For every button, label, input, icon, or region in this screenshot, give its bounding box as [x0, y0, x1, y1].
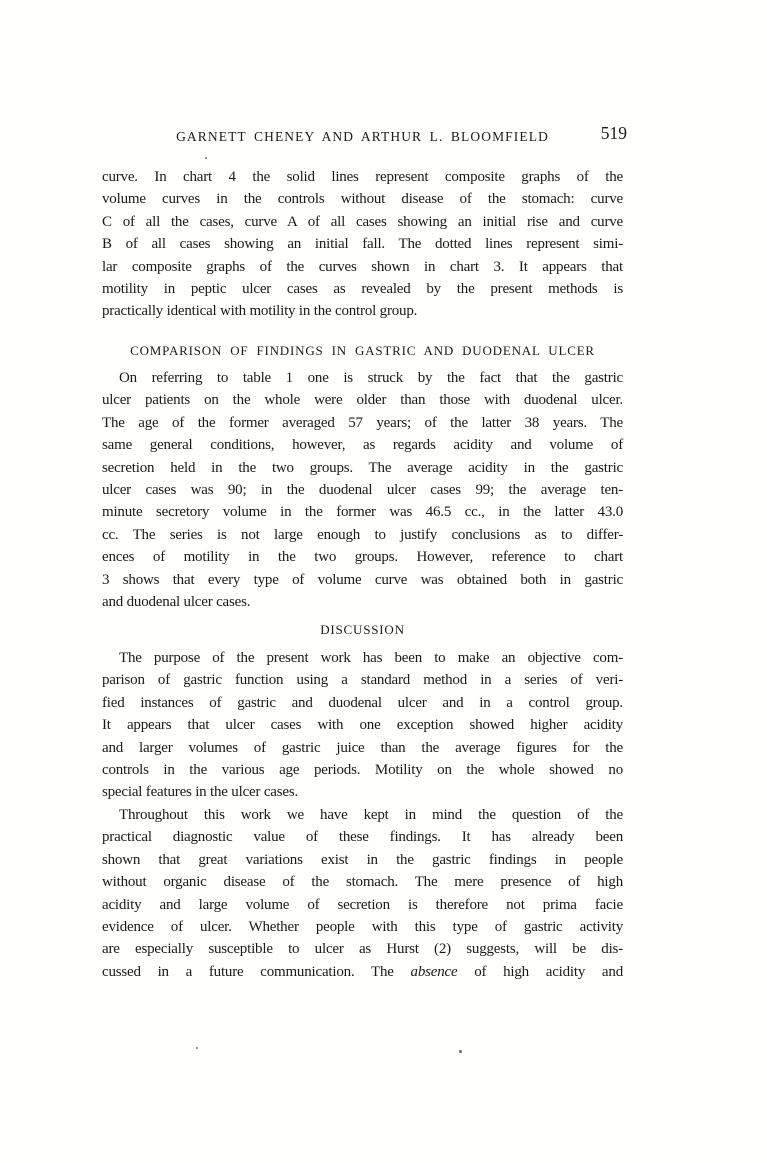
text-line: The age of the former averaged 57 years; of the latter 38 years. The: [102, 414, 623, 431]
text-line: are especially susceptible to ulcer as Hurst (2) suggests, will be dis-: [102, 941, 623, 958]
paragraph-discussion-2: [102, 804, 623, 983]
text-line: controls in the various age periods. Motility on the whole showed no: [102, 762, 623, 779]
text-line: B of all cases showing an initial fall. The dotted lines represent simi-: [102, 236, 623, 253]
text-line: and larger volumes of gastric juice than the average figures for the: [102, 739, 623, 756]
text-line: The purpose of the present work has been to make an objective com-: [119, 650, 623, 666]
text-line: lar composite graphs of the curves shown in chart 3. It appears that: [102, 258, 623, 275]
text-line: and duodenal ulcer cases.: [102, 594, 251, 611]
text-line: evidence of ulcer. Whether people with this type of gastric activity: [102, 919, 623, 936]
running-title: GARNETT CHENEY AND ARTHUR L. BLOOMFIELD: [176, 129, 549, 144]
text-line: C of all the cases, curve A of all cases showing an initial rise and curve: [102, 213, 623, 230]
text-line: motility in peptic ulcer cases as revealed by the present methods is: [102, 281, 623, 298]
paragraph-comparison: [102, 367, 623, 613]
text-line: parison of gastric function using a standard method in a series of veri-: [102, 672, 623, 689]
text-line: same general conditions, however, as regards acidity and volume of: [102, 437, 623, 454]
page-number: 519: [600, 123, 627, 143]
text-line: fied instances of gastric and duodenal ulcer and in a control group.: [102, 694, 623, 711]
text-line: acidity and large volume of secretion is therefore not prima facie: [102, 896, 623, 913]
text-line: cc. The series is not large enough to justify conclusions as to differ-: [102, 526, 623, 543]
text-line: curve. In chart 4 the solid lines represent composite graphs of the: [102, 169, 623, 185]
running-head: [102, 123, 627, 148]
text-line: Throughout this work we have kept in mind the question of the: [119, 807, 623, 823]
scan-speck: [205, 157, 207, 159]
text-segment: of high acidity and: [457, 963, 623, 980]
paragraph-intro: [102, 166, 623, 323]
text-line: without organic disease of the stomach. The mere presence of high: [102, 874, 623, 891]
text-line: minute secretory volume in the former was 46.5 cc., in the latter 43.0: [102, 504, 623, 521]
text-line: secretion held in the two groups. The average acidity in the gastric: [102, 459, 623, 476]
section-heading-comparison: COMPARISON OF FINDINGS IN GASTRIC AND DUODENAL ULCER: [130, 343, 595, 358]
scan-speck: [196, 1047, 198, 1049]
text-line: ulcer cases was 90; in the duodenal ulcer cases 99; the average ten-: [102, 482, 623, 499]
scan-speck: [459, 1050, 462, 1053]
text-line: practically identical with motility in the control group.: [102, 303, 418, 320]
text-line: It appears that ulcer cases with one exception showed higher acidity: [102, 717, 623, 734]
text-line: shown that great variations exist in the gastric findings in people: [102, 851, 623, 868]
text-line: ences of motility in the two groups. However, reference to chart: [102, 549, 623, 566]
text-line: ulcer patients on the whole were older than those with duodenal ulcer.: [102, 392, 623, 409]
text-line: On referring to table 1 one is struck by the fact that the gastric: [119, 370, 623, 386]
section-heading-discussion: DISCUSSION: [320, 622, 405, 637]
text-line: volume curves in the controls without disease of the stomach: curve: [102, 191, 623, 208]
text-line-with-italic: [102, 961, 623, 983]
italic-word: absence: [410, 963, 458, 980]
text-line: 3 shows that every type of volume curve was obtained both in gastric: [102, 571, 623, 588]
text-line: special features in the ulcer cases.: [102, 784, 299, 801]
paragraph-discussion-1: [102, 647, 623, 804]
text-line: practical diagnostic value of these findings. It has already been: [102, 829, 623, 846]
text-segment: cussed in a future communication. The: [102, 963, 411, 980]
